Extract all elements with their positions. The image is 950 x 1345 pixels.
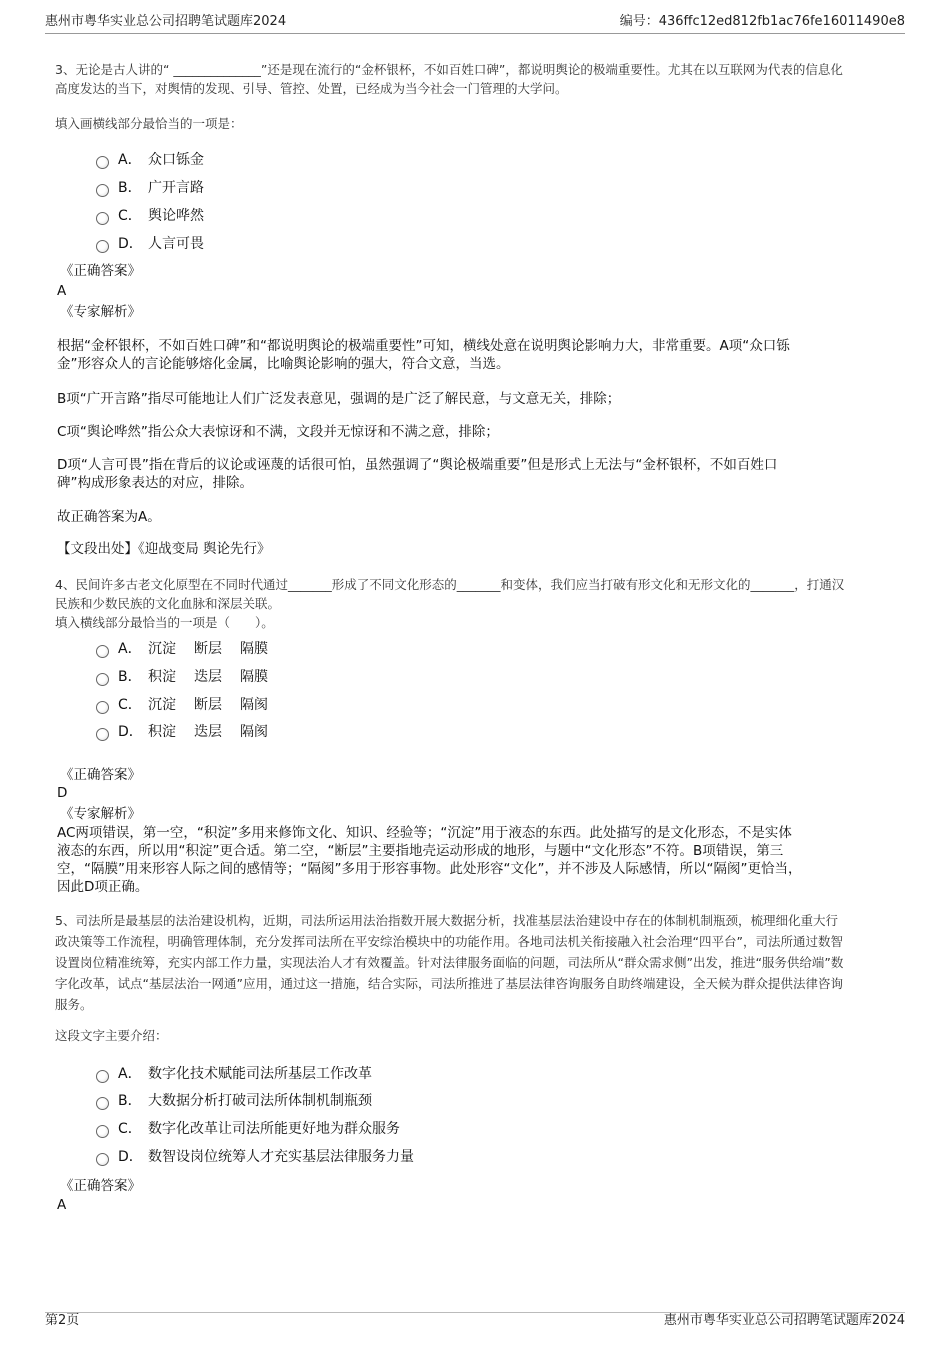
analysis-text: D项“人言可畏”指在背后的议论或诬蔑的话很可怕，虽然强调了“舆论极端重要”但是形式上无法与“金杯银杯，不如百姓口 — [57, 457, 778, 473]
answer-label: 《正确答案》 — [60, 263, 141, 279]
option-text: 人言可畏 — [148, 236, 204, 252]
option-c[interactable] — [96, 694, 286, 714]
question-5-text: 字化改革，试点“基层法治一网通”应用，通过这一措施，结合实际，司法所推进了基层法律咨询服务自助终端建设，全天候为群众提供法律咨询 — [55, 976, 843, 991]
radio-button[interactable] — [96, 1070, 109, 1083]
option-word: 迭层 — [194, 724, 222, 740]
option-text: 众口铄金 — [148, 152, 204, 168]
radio-button[interactable] — [96, 728, 109, 741]
option-a[interactable] — [96, 638, 286, 658]
answer-value: D — [57, 785, 68, 801]
page-number: 第2页 — [45, 1313, 80, 1328]
question-4-prompt: 填入横线部分最恰当的一项是（ ）。 — [55, 615, 274, 630]
answer-label: 《正确答案》 — [60, 767, 141, 783]
option-letter: A． — [118, 641, 142, 657]
analysis-text: C项“舆论哗然”指公众大表惊讶和不满，文段并无惊讶和不满之意，排除； — [57, 424, 499, 440]
analysis-text: 根据“金杯银杯，不如百姓口碑”和“都说明舆论的极端重要性”可知，横线处意在说明舆论影响力大，非常重要。A项“众口铄 — [57, 338, 790, 354]
radio-button[interactable] — [96, 645, 109, 658]
option-word: 沉淀 — [148, 697, 176, 713]
option-text — [148, 694, 286, 714]
option-text: 大数据分析打破司法所体制机制瓶颈 — [148, 1093, 372, 1109]
option-word: 沉淀 — [148, 641, 176, 657]
option-word: 隔膜 — [240, 641, 268, 657]
radio-button[interactable] — [96, 156, 109, 169]
answer-label: 《正确答案》 — [60, 1178, 141, 1194]
option-word: 积淀 — [148, 669, 176, 685]
option-a[interactable] — [96, 1063, 372, 1083]
analysis-text: 金”形容众人的言论能够熔化金属，比喻舆论影响的强大，符合文意，当选。 — [57, 356, 510, 372]
option-c[interactable] — [96, 1118, 400, 1138]
analysis-text: 液态的东西，所以用“积淀”更合适。第二空，“断层”主要指地壳运动形成的地形，与题中“文化形态”不符。B项错误，第三 — [57, 843, 784, 859]
option-b[interactable] — [96, 666, 286, 686]
answer-value: A — [57, 283, 67, 299]
question-5-text: 5、司法所是最基层的法治建设机构，近期，司法所运用法治指数开展大数据分析，找准基层法治建设中存在的体制机制瓶颈，梳理细化重大行 — [55, 913, 838, 928]
question-3-text: 高度发达的当下，对舆情的发现、引导、管控、处置，已经成为当今社会一门管理的大学问。 — [55, 81, 568, 96]
option-text — [148, 666, 286, 686]
analysis-text: B项“广开言路”指尽可能地让人们广泛发表意见，强调的是广泛了解民意，与文意无关，排除； — [57, 391, 621, 407]
radio-button[interactable] — [96, 1153, 109, 1166]
question-3-text: 3、无论是古人讲的“ ______________”还是现在流行的“金杯银杯，不如百姓口碑”，都说明舆论的极端重要性。尤其在以互联网为代表的信息化 — [55, 62, 843, 77]
question-4-text: 4、民间许多古老文化原型在不同时代通过_______形成了不同文化形态的_______和变体，我们应当打破有形文化和无形文化的_______，打通汉 — [55, 577, 845, 592]
option-text: 数字化改革让司法所能更好地为群众服务 — [148, 1121, 400, 1137]
option-text — [148, 638, 286, 658]
option-word: 积淀 — [148, 724, 176, 740]
analysis-label: 《专家解析》 — [60, 806, 141, 822]
option-text: 广开言路 — [148, 180, 204, 196]
source-citation: 【文段出处】《迎战变局 舆论先行》 — [57, 541, 271, 557]
option-d[interactable] — [96, 1146, 414, 1166]
header-divider — [45, 33, 905, 34]
radio-button[interactable] — [96, 212, 109, 225]
analysis-label: 《专家解析》 — [60, 304, 141, 320]
option-text — [148, 721, 286, 741]
option-word: 隔阂 — [240, 724, 268, 740]
analysis-text: 故正确答案为A。 — [57, 509, 161, 525]
option-word: 隔阂 — [240, 697, 268, 713]
analysis-text: AC两项错误，第一空，“积淀”多用来修饰文化、知识、经验等；“沉淀”用于液态的东西。此处描写的是文化形态，不是实体 — [57, 825, 792, 841]
question-4-text: 民族和少数民族的文化血脉和深层关联。 — [55, 596, 281, 611]
option-text: 舆论哗然 — [148, 208, 204, 224]
radio-button[interactable] — [96, 1097, 109, 1110]
option-b[interactable] — [96, 177, 204, 197]
option-letter: B． — [118, 180, 142, 196]
option-letter: D． — [118, 236, 143, 252]
analysis-text: 空，“隔膜”用来形容人际之间的感情等；“隔阂”多用于形容事物。此处形容“文化”，并不涉及人际感情，所以“隔阂”更恰当， — [57, 861, 802, 877]
footer-title: 惠州市粤华实业总公司招聘笔试题库2024 — [663, 1313, 905, 1328]
analysis-text: 因此D项正确。 — [57, 879, 149, 895]
radio-button[interactable] — [96, 1125, 109, 1138]
option-word: 迭层 — [194, 669, 222, 685]
option-letter: B． — [118, 669, 142, 685]
option-letter: D． — [118, 724, 143, 740]
analysis-text: 碑”构成形象表达的对应，排除。 — [57, 475, 253, 491]
question-3-prompt: 填入画横线部分最恰当的一项是： — [55, 116, 243, 131]
option-letter: D． — [118, 1149, 143, 1165]
option-d[interactable] — [96, 233, 204, 253]
radio-button[interactable] — [96, 701, 109, 714]
option-c[interactable] — [96, 205, 204, 225]
option-letter: B． — [118, 1093, 142, 1109]
question-5-prompt: 这段文字主要介绍： — [55, 1028, 168, 1043]
radio-button[interactable] — [96, 240, 109, 253]
option-letter: A． — [118, 152, 142, 168]
header-title: 惠州市粤华实业总公司招聘笔试题库2024 — [45, 14, 287, 29]
question-5-text: 政决策等工作流程，明确管理体制，充分发挥司法所在平安综治模块中的功能作用。各地司法机关衔接融入社会治理“四平台”，司法所通过数智 — [55, 934, 843, 949]
option-letter: C． — [118, 208, 142, 224]
radio-button[interactable] — [96, 673, 109, 686]
option-text: 数字化技术赋能司法所基层工作改革 — [148, 1066, 372, 1082]
question-5-text: 设置岗位精准统筹，充实内部工作力量，实现法治人才有效覆盖。针对法律服务面临的问题，司法所从“群众需求侧”出发，推进“服务供给端”数 — [55, 955, 844, 970]
option-b[interactable] — [96, 1090, 372, 1110]
option-word: 断层 — [194, 641, 222, 657]
option-d[interactable] — [96, 721, 286, 741]
option-word: 断层 — [194, 697, 222, 713]
radio-button[interactable] — [96, 184, 109, 197]
option-letter: C． — [118, 1121, 142, 1137]
option-text: 数智设岗位统筹人才充实基层法律服务力量 — [148, 1149, 414, 1165]
option-letter: C． — [118, 697, 142, 713]
document-code: 编号：436ffc12ed812fb1ac76fe16011490e8 — [619, 14, 905, 29]
option-a[interactable] — [96, 149, 204, 169]
question-5-text: 服务。 — [55, 997, 93, 1012]
option-word: 隔膜 — [240, 669, 268, 685]
option-letter: A． — [118, 1066, 142, 1082]
answer-value: A — [57, 1197, 67, 1213]
